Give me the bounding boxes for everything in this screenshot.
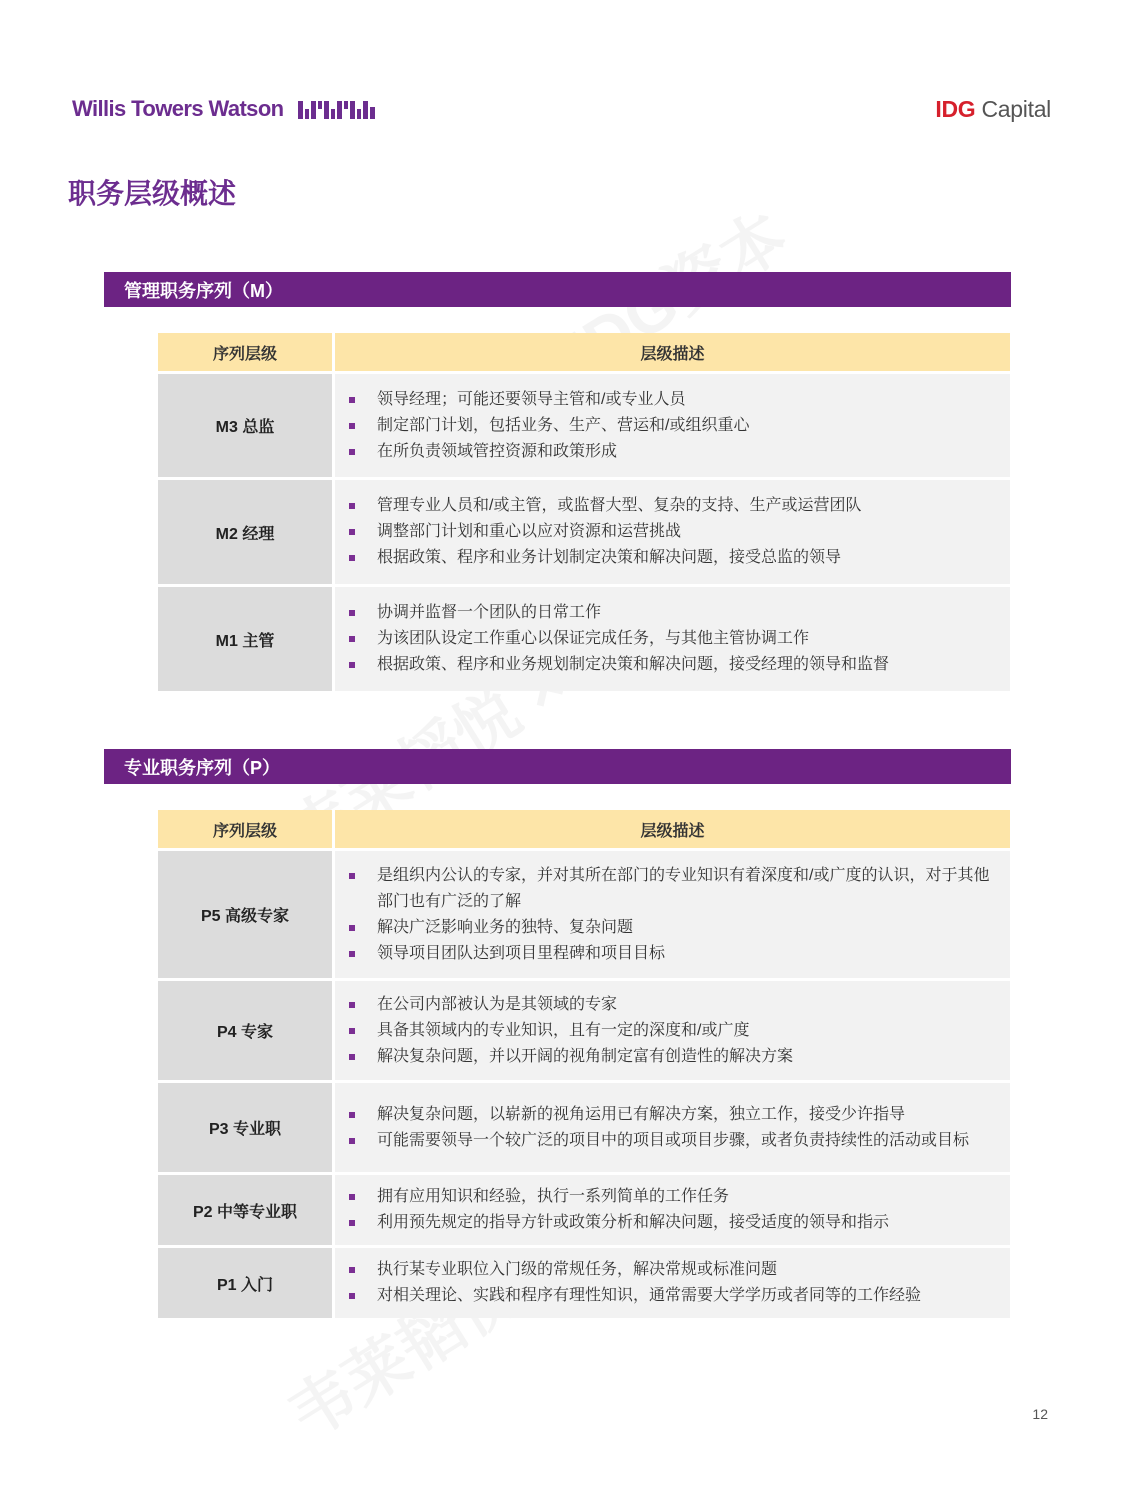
- bullet-text: 执行某专业职位入门级的常规任务，解决常规或标准问题: [377, 1261, 778, 1278]
- idg-capital-logo: [935, 96, 1051, 123]
- bullet-square-icon: [349, 610, 355, 616]
- page-title: 职务层级概述: [68, 178, 237, 209]
- list-item: [349, 1210, 1000, 1236]
- bullet-square-icon: [349, 1220, 355, 1226]
- bullet-text: 根据政策、程序和业务规划制定决策和解决问题，接受经理的领导和监督: [377, 656, 890, 673]
- bullet-text: 领导经理；可能还要领导主管和/或专业人员: [377, 390, 686, 408]
- table-row: [158, 1245, 1010, 1318]
- professional-table: [158, 810, 1010, 1318]
- bullet-square-icon: [349, 449, 355, 455]
- level-cell: P5 高级专家: [158, 851, 332, 978]
- description-cell: [332, 1175, 1010, 1245]
- description-cell: [332, 480, 1010, 584]
- bullet-square-icon: [349, 397, 355, 403]
- bullet-square-icon: [349, 423, 355, 429]
- level-cell: M3 总监: [158, 374, 332, 477]
- level-cell: P3 专业职: [158, 1083, 332, 1172]
- bullet-text: 调整部门计划和重心以应对资源和运营挑战: [377, 523, 682, 540]
- list-item: [349, 545, 1000, 571]
- bullet-text: 协调并监督一个团队的日常工作: [377, 604, 602, 621]
- description-cell: [332, 981, 1010, 1080]
- section-title-professional: 专业职务序列（P）: [104, 749, 1011, 784]
- bullet-square-icon: [349, 925, 355, 931]
- list-item: [349, 1018, 1000, 1044]
- table-row: [158, 1172, 1010, 1245]
- bullet-square-icon: [349, 1267, 355, 1273]
- bullet-square-icon: [349, 1138, 355, 1144]
- list-item: [349, 863, 1000, 915]
- table-row: [158, 1080, 1010, 1172]
- bullet-text: 在所负责领域管控资源和政策形成: [377, 442, 618, 460]
- column-header-description: 层级描述: [332, 333, 1010, 371]
- list-item: [349, 1128, 1000, 1154]
- description-cell: [332, 374, 1010, 477]
- bullet-text: 根据政策、程序和业务计划制定决策和解决问题，接受总监的领导: [377, 549, 842, 566]
- bullet-text: 管理专业人员和/或主管，或监督大型、复杂的支持、生产或运营团队: [377, 497, 862, 514]
- bullet-square-icon: [349, 951, 355, 957]
- section-title-management: 管理职务序列（M）: [104, 272, 1011, 307]
- list-item: [349, 493, 1000, 519]
- bullet-square-icon: [349, 873, 355, 879]
- list-item: [349, 1044, 1000, 1070]
- wtw-bars-icon: [298, 99, 378, 119]
- level-cell: M2 经理: [158, 480, 332, 584]
- bullet-text: 解决复杂问题，以崭新的视角运用已有解决方案，独立工作，接受少许指导: [377, 1105, 906, 1123]
- table-row: [158, 584, 1010, 691]
- list-item: [349, 652, 1000, 678]
- bullet-text: 对相关理论、实践和程序有理性知识，通常需要大学学历或者同等的工作经验: [377, 1287, 922, 1304]
- bullet-text: 可能需要领导一个较广泛的项目中的项目或项目步骤，或者负责持续性的活动或目标: [377, 1131, 970, 1149]
- list-item: [349, 1102, 1000, 1128]
- table-row: [158, 371, 1010, 477]
- bullet-square-icon: [349, 1194, 355, 1200]
- idg-logo-mark: IDG: [935, 96, 976, 122]
- bullet-text: 是组织内公认的专家，并对其所在部门的专业知识有着深度和/或广度的认识，对于其他部门也有广泛的了解: [377, 866, 990, 910]
- bullet-text: 领导项目团队达到项目里程碑和项目目标: [377, 944, 666, 962]
- list-item: [349, 387, 1000, 413]
- list-item: [349, 626, 1000, 652]
- table-header: [158, 810, 1010, 848]
- list-item: [349, 941, 1000, 967]
- idg-logo-capital: Capital: [981, 96, 1051, 122]
- list-item: [349, 439, 1000, 465]
- level-cell: P4 专家: [158, 981, 332, 1080]
- bullet-square-icon: [349, 1028, 355, 1034]
- bullet-square-icon: [349, 529, 355, 535]
- bullet-square-icon: [349, 1112, 355, 1118]
- bullet-text: 解决广泛影响业务的独特、复杂问题: [377, 918, 634, 936]
- list-item: [349, 1257, 1000, 1283]
- bullet-text: 具备其领域内的专业知识，且有一定的深度和/或广度: [377, 1021, 750, 1039]
- bullet-square-icon: [349, 1002, 355, 1008]
- bullet-text: 解决复杂问题，并以开阔的视角制定富有创造性的解决方案: [377, 1047, 794, 1065]
- level-cell: P2 中等专业职: [158, 1175, 332, 1245]
- page-number: 12: [1032, 1406, 1048, 1422]
- description-cell: [332, 851, 1010, 978]
- table-row: [158, 848, 1010, 978]
- bullet-text: 利用预先规定的指导方针或政策分析和解决问题，接受适度的领导和指示: [377, 1214, 890, 1231]
- bullet-text: 在公司内部被认为是其领域的专家: [377, 995, 618, 1013]
- bullet-text: 拥有应用知识和经验，执行一系列简单的工作任务: [377, 1188, 730, 1205]
- bullet-text: 制定部门计划，包括业务、生产、营运和/或组织重心: [377, 416, 750, 434]
- bullet-square-icon: [349, 636, 355, 642]
- bullet-square-icon: [349, 503, 355, 509]
- bullet-square-icon: [349, 1293, 355, 1299]
- bullet-text: 为该团队设定工作重心以保证完成任务，与其他主管协调工作: [377, 630, 810, 647]
- level-cell: P1 入门: [158, 1248, 332, 1318]
- level-cell: M1 主管: [158, 587, 332, 691]
- list-item: [349, 600, 1000, 626]
- description-cell: [332, 1083, 1010, 1172]
- bullet-square-icon: [349, 662, 355, 668]
- description-cell: [332, 1248, 1010, 1318]
- bullet-square-icon: [349, 555, 355, 561]
- list-item: [349, 413, 1000, 439]
- description-cell: [332, 587, 1010, 691]
- management-table: [158, 333, 1010, 691]
- column-header-description: 层级描述: [332, 810, 1010, 848]
- table-header: [158, 333, 1010, 371]
- column-header-level: 序列层级: [212, 822, 277, 840]
- list-item: [349, 519, 1000, 545]
- list-item: [349, 992, 1000, 1018]
- table-row: [158, 978, 1010, 1080]
- table-row: [158, 477, 1010, 584]
- column-header-level: 序列层级: [212, 345, 277, 363]
- list-item: [349, 1283, 1000, 1309]
- willis-towers-watson-logo: [72, 96, 378, 122]
- list-item: [349, 915, 1000, 941]
- list-item: [349, 1184, 1000, 1210]
- bullet-square-icon: [349, 1054, 355, 1060]
- wtw-logo-text: Willis Towers Watson: [72, 96, 284, 121]
